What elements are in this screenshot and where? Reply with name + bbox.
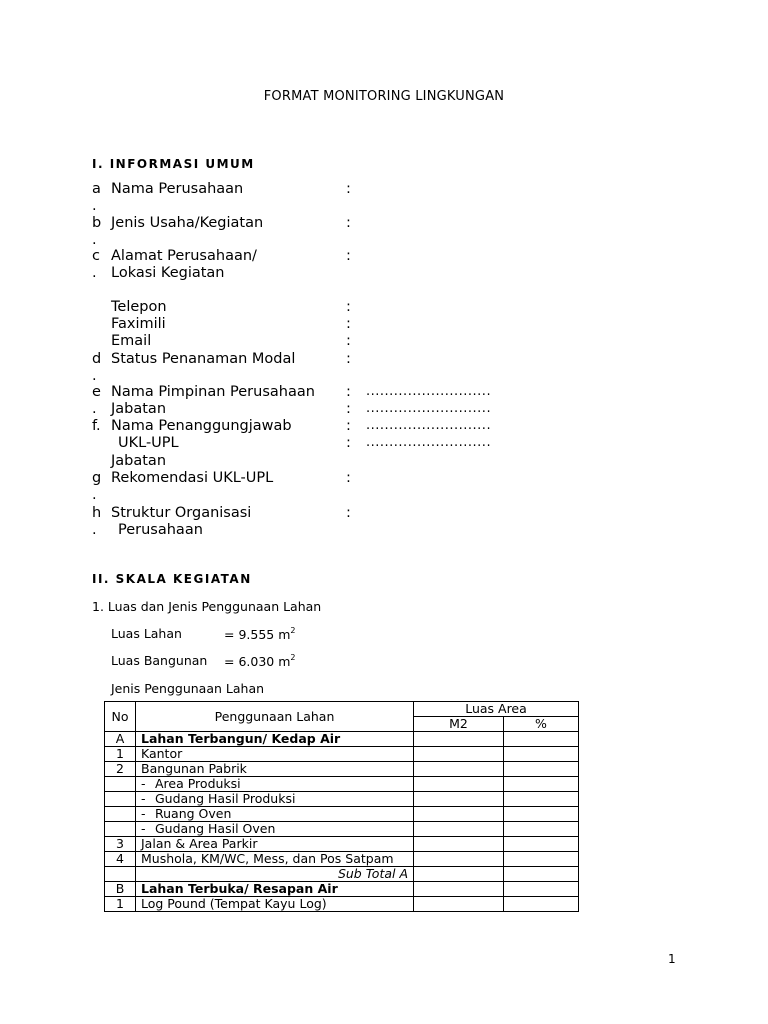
cell-pct: [504, 747, 579, 762]
cell-m2: [414, 807, 504, 822]
cell-no: 1: [105, 747, 136, 762]
item-letter-g: g .: [92, 470, 102, 503]
dash: -: [141, 776, 146, 791]
table-row: [105, 837, 579, 852]
superscript: 2: [290, 653, 296, 662]
table-row: [105, 792, 579, 807]
cell-pct: [504, 762, 579, 777]
label-penanggungjawab-1: Nama Penanggungjawab: [111, 418, 292, 434]
table-row: [105, 762, 579, 777]
item-letter-h: h .: [92, 505, 102, 538]
cell-m2: [414, 792, 504, 807]
label-jabatan-2: Jabatan: [111, 453, 167, 469]
label-rekomendasi: Rekomendasi UKL-UPL: [111, 470, 274, 486]
label-faximili: Faximili: [111, 316, 166, 332]
cell-label: Mushola, KM/WC, Mess, dan Pos Satpam: [136, 852, 414, 867]
dash: -: [141, 791, 146, 806]
superscript: 2: [290, 626, 296, 635]
colon: :: [346, 470, 351, 486]
cell-label: Kantor: [136, 747, 414, 762]
label-jabatan-1: Jabatan: [111, 401, 167, 417]
label-email: Email: [111, 333, 152, 349]
colon: :: [346, 401, 351, 417]
luas-bangunan-label: Luas Bangunan: [111, 653, 208, 668]
header-m2: M2: [414, 717, 504, 732]
cell-pct: [504, 792, 579, 807]
colon: :: [346, 181, 351, 197]
header-pct: %: [504, 717, 579, 732]
cell-pct: [504, 867, 579, 882]
cell-no: B: [105, 882, 136, 897]
cell-m2: [414, 747, 504, 762]
cell-no: [105, 822, 136, 837]
cell-m2: [414, 822, 504, 837]
header-luas-area: Luas Area: [414, 702, 579, 717]
section-2-heading: II. SKALA KEGIATAN: [92, 572, 252, 586]
jenis-penggunaan-label: Jenis Penggunaan Lahan: [111, 681, 265, 696]
cell-m2: [414, 882, 504, 897]
cell-m2: [414, 777, 504, 792]
cell-pct: [504, 777, 579, 792]
fill-dots: ...........................: [366, 435, 492, 450]
cell-m2: [414, 897, 504, 912]
cell-pct: [504, 852, 579, 867]
table-row: [105, 867, 579, 882]
item-letter-f: f.: [92, 418, 101, 434]
header-penggunaan: Penggunaan Lahan: [136, 702, 414, 732]
label-alamat-1: Alamat Perusahaan/: [111, 248, 257, 264]
table-row: [105, 777, 579, 792]
cell-pct: [504, 897, 579, 912]
page-number: 1: [668, 952, 676, 966]
cell-m2: [414, 762, 504, 777]
item-letter-b: b .: [92, 215, 102, 248]
luas-bangunan-value: = 6.030 $m^2$: [224, 653, 296, 669]
table-row: [105, 822, 579, 837]
cell-label: - Ruang Oven: [136, 807, 414, 822]
cell-pct: [504, 882, 579, 897]
label-jenis-usaha: Jenis Usaha/Kegiatan: [111, 215, 264, 231]
cell-label: - Area Produksi: [136, 777, 414, 792]
item-letter-d: d .: [92, 351, 102, 384]
cell-no: A: [105, 732, 136, 747]
cell-no: 2: [105, 762, 136, 777]
section-1-heading: I. INFORMASI UMUM: [92, 157, 255, 171]
item-letter-e: e .: [92, 384, 101, 417]
table-row: [105, 747, 579, 762]
cell-m2: [414, 852, 504, 867]
header-no: No: [105, 702, 136, 732]
cell-label: - Gudang Hasil Produksi: [136, 792, 414, 807]
cell-label: Bangunan Pabrik: [136, 762, 414, 777]
fill-dots: ...........................: [366, 418, 492, 433]
colon: :: [346, 418, 351, 434]
land-use-table: [104, 701, 579, 912]
colon: :: [346, 215, 351, 231]
cell-no: [105, 777, 136, 792]
item-letter-c: c .: [92, 248, 100, 281]
cell-no: 4: [105, 852, 136, 867]
colon: :: [346, 505, 351, 521]
table-row: [105, 882, 579, 897]
cell-subtotal: Sub Total A: [136, 867, 414, 882]
luas-lahan-label: Luas Lahan: [111, 626, 182, 641]
cell-no: 3: [105, 837, 136, 852]
colon: :: [346, 435, 351, 451]
cell-no: [105, 867, 136, 882]
dash: -: [141, 821, 146, 836]
table-row: [105, 807, 579, 822]
table-row: [105, 897, 579, 912]
label-telepon: Telepon: [111, 299, 167, 315]
cell-m2: [414, 837, 504, 852]
label-struktur-1: Struktur Organisasi: [111, 505, 252, 521]
document-title: FORMAT MONITORING LINGKUNGAN: [263, 89, 505, 104]
colon: :: [346, 351, 351, 367]
colon: :: [346, 316, 351, 332]
cell-label: Jalan & Area Parkir: [136, 837, 414, 852]
luas-lahan-value: = 9.555 $m^2$: [224, 626, 296, 642]
cell-pct: [504, 822, 579, 837]
colon: :: [346, 299, 351, 315]
label-nama-perusahaan: Nama Perusahaan: [111, 181, 244, 197]
colon: :: [346, 384, 351, 400]
cell-m2: [414, 732, 504, 747]
fill-dots: ...........................: [366, 384, 492, 399]
item-letter-a: a .: [92, 181, 101, 214]
label-alamat-2: Lokasi Kegiatan: [111, 265, 225, 281]
fill-dots: ...........................: [366, 401, 492, 416]
label-penanggungjawab-2: UKL-UPL: [118, 435, 179, 451]
label-nama-pimpinan: Nama Pimpinan Perusahaan: [111, 384, 315, 400]
colon: :: [346, 248, 351, 264]
table-row: [105, 852, 579, 867]
cell-pct: [504, 807, 579, 822]
cell-no: [105, 807, 136, 822]
colon: :: [346, 333, 351, 349]
cell-label: Lahan Terbangun/ Kedap Air: [136, 732, 414, 747]
cell-label: - Gudang Hasil Oven: [136, 822, 414, 837]
cell-label: Lahan Terbuka/ Resapan Air: [136, 882, 414, 897]
cell-m2: [414, 867, 504, 882]
table-header-row: [105, 702, 579, 717]
cell-no: 1: [105, 897, 136, 912]
cell-label: Log Pound (Tempat Kayu Log): [136, 897, 414, 912]
dash: -: [141, 806, 146, 821]
cell-pct: [504, 837, 579, 852]
cell-no: [105, 792, 136, 807]
label-status-modal: Status Penanaman Modal: [111, 351, 296, 367]
table-row: [105, 732, 579, 747]
label-struktur-2: Perusahaan: [118, 522, 203, 538]
cell-pct: [504, 732, 579, 747]
item-1-heading: 1. Luas dan Jenis Penggunaan Lahan: [92, 599, 322, 614]
